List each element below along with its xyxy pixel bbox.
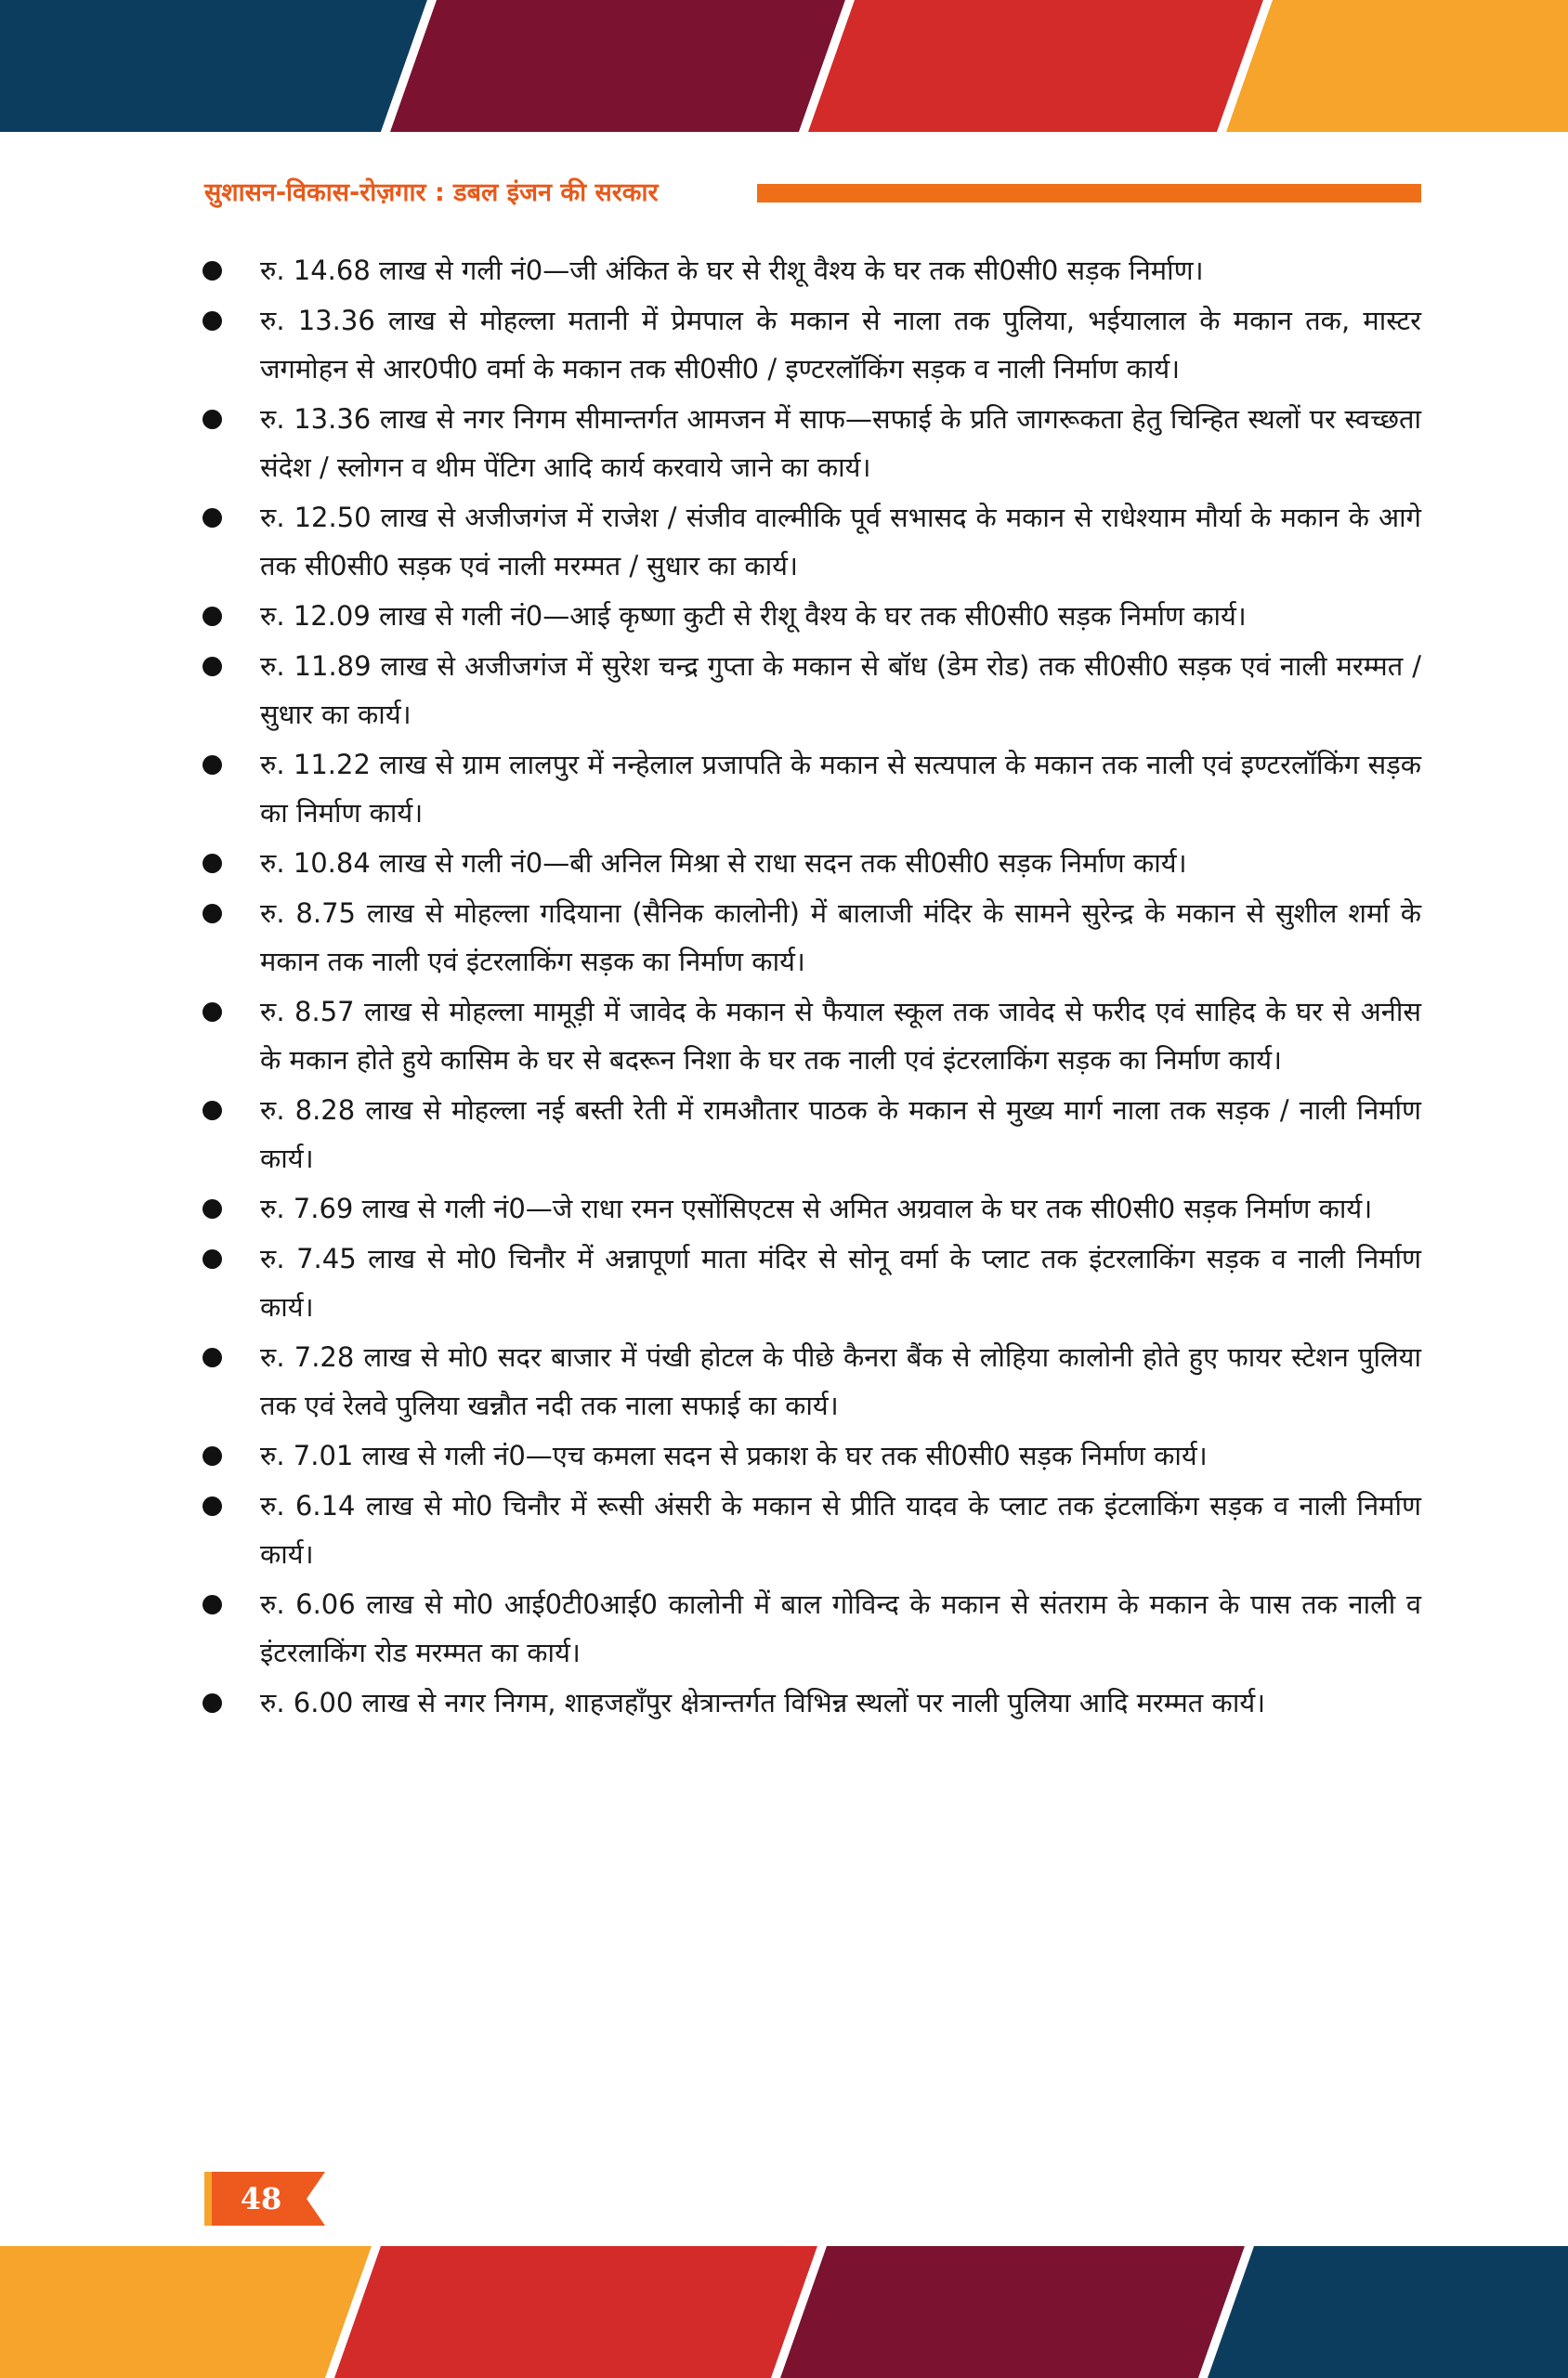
list-item (195, 592, 1421, 640)
list-item-text: रु. 8.28 लाख से मोहल्ला नई बस्ती रेती में रामऔतार पाठक के मकान से मुख्य मार्ग नाला तक सड़क / नाली निर्माण कार्य। (260, 1094, 1421, 1174)
list-item-text: रु. 12.50 लाख से अजीजगंज में राजेश / संजीव वाल्मीकि पूर्व सभासद के मकान से राधेश्याम मौर्या के मकान के आगे तक सी0सी0 सड़क एवं नाली मरम्मत / सुधार का कार्य। (260, 502, 1421, 581)
bullet-icon (203, 1101, 222, 1120)
bullet-icon (203, 1595, 222, 1614)
top-decorative-band (0, 0, 1568, 132)
list-item-text: रु. 10.84 लाख से गली नं0—बी अनिल मिश्रा से राधा सदन तक सी0सी0 सड़क निर्माण कार्य। (260, 847, 1187, 879)
list-item-text: रु. 14.68 लाख से गली नं0—जी अंकित के घर से रीशू वैश्य के घर तक सी0सी0 सड़क निर्माण। (260, 255, 1204, 286)
list-item-text: रु. 6.06 लाख से मो0 आई0टी0आई0 कालोनी में बाल गोविन्द के मकान से संतराम के मकान के पास तक नाली व इंटरलाकिंग रोड मरम्मत का कार्य। (260, 1588, 1421, 1668)
list-item (195, 246, 1421, 294)
list-item (195, 1679, 1421, 1727)
bullet-icon (203, 508, 222, 528)
list-item-text: रु. 7.69 लाख से गली नं0—जे राधा रमन एसोंसिएटस से अमित अग्रवाल के घर तक सी0सी0 सड़क निर्माण कार्य। (260, 1193, 1373, 1224)
bullet-icon (203, 410, 222, 429)
list-item-text: रु. 12.09 लाख से गली नं0—आई कृष्णा कुटी से रीशू वैश्य के घर तक सी0सी0 सड़क निर्माण कार्य। (260, 600, 1247, 632)
list-item (195, 740, 1421, 837)
list-item (195, 839, 1421, 887)
list-item (195, 296, 1421, 393)
bullet-icon (203, 657, 222, 676)
list-item-text: रु. 11.22 लाख से ग्राम लालपुर में नन्हेलाल प्रजापति के मकान से सत्यपाल के मकान तक नाली एवं इण्टरलॉकिंग सड़क का निर्माण कार्य। (260, 749, 1421, 829)
page-number: 48 (240, 2181, 282, 2216)
list-item-text: रु. 8.57 लाख से मोहल्ला मामूड़ी में जावेद के मकान से फैयाल स्कूल तक जावेद से फरीद एवं साहिद के घर से अनीस के मकान होते हुये कासिम के घर से बदरून निशा के घर तक नाली एवं इंटरलाकिंग सड़क का निर्माण कार्य। (260, 996, 1421, 1076)
bullet-icon (203, 1249, 222, 1269)
bullet-icon (203, 755, 222, 775)
list-item-text: रु. 7.28 लाख से मो0 सदर बाजार में पंखी होटल के पीछे कैनरा बैंक से लोहिया कालोनी होते हुए फायर स्टेशन पुलिया तक एवं रेलवे पुलिया खन्नौत नदी तक नाला सफाई का कार्य। (260, 1341, 1421, 1421)
list-item (195, 1580, 1421, 1677)
bullet-icon (203, 1496, 222, 1516)
bullet-icon (203, 1002, 222, 1022)
list-item-text: रु. 6.00 लाख से नगर निगम, शाहजहाँपुर क्षेत्रान्तर्गत विभिन्न स्थलों पर नाली पुलिया आदि मरम्मत कार्य। (260, 1687, 1266, 1718)
bullet-icon (203, 311, 222, 331)
bullet-icon (203, 261, 222, 281)
bullet-icon (203, 1348, 222, 1367)
page-number-tab (204, 2172, 325, 2226)
list-item (195, 1431, 1421, 1480)
list-item (195, 987, 1421, 1084)
page-header (204, 175, 1421, 212)
list-item-text: रु. 6.14 लाख से मो0 चिनौर में रूसी अंसरी के मकान से प्रीति यादव के प्लाट तक इंटलाकिंग सड़क व नाली निर्माण कार्य। (260, 1490, 1421, 1570)
project-list (195, 246, 1421, 1729)
list-item (195, 395, 1421, 491)
bullet-icon (203, 1199, 222, 1219)
list-item-text: रु. 7.01 लाख से गली नं0—एच कमला सदन से प्रकाश के घर तक सी0सी0 सड़क निर्माण कार्य। (260, 1440, 1208, 1471)
header-title: सुशासन-विकास-रोज़गार : डबल इंजन की सरकार (204, 178, 659, 207)
list-item-text: रु. 13.36 लाख से मोहल्ला मतानी में प्रेमपाल के मकान से नाला तक पुलिया, भईयालाल के मकान तक, मास्टर जगमोहन से आर0पी0 वर्मा के मकान तक सी0सी0 / इण्टरलॉकिंग सड़क व नाली निर्माण कार्य। (260, 305, 1421, 385)
bullet-icon (203, 607, 222, 626)
list-item (195, 493, 1421, 590)
bullet-icon (203, 1446, 222, 1466)
bullet-icon (203, 904, 222, 923)
list-item (195, 642, 1421, 738)
bullet-icon (203, 854, 222, 873)
list-item (195, 1184, 1421, 1233)
bullet-icon (203, 1693, 222, 1713)
list-item-text: रु. 13.36 लाख से नगर निगम सीमान्तर्गत आमजन में साफ—सफाई के प्रति जागरूकता हेतु चिन्हित स्थलों पर स्वच्छता संदेश / स्लोगन व थीम पेंटिग आदि कार्य करवाये जाने का कार्य। (260, 403, 1421, 483)
list-item (195, 1086, 1421, 1182)
list-item-text: रु. 8.75 लाख से मोहल्ला गदियाना (सैनिक कालोनी) में बालाजी मंदिर के सामने सुरेन्द्र के मकान से सुशील शर्मा के मकान तक नाली एवं इंटरलाकिंग सड़क का निर्माण कार्य। (260, 897, 1421, 977)
list-item (195, 889, 1421, 986)
list-item (195, 1333, 1421, 1430)
list-item-text: रु. 11.89 लाख से अजीजगंज में सुरेश चन्द्र गुप्ता के मकान से बॉध (डेम रोड) तक सी0सी0 सड़क एवं नाली मरम्मत / सुधार का कार्य। (260, 650, 1421, 730)
bottom-decorative-band (0, 2246, 1568, 2378)
list-item (195, 1235, 1421, 1331)
list-item-text: रु. 7.45 लाख से मो0 चिनौर में अन्नापूर्णा माता मंदिर से सोनू वर्मा के प्लाट तक इंटरलाकिंग सड़क व नाली निर्माण कार्य। (260, 1243, 1421, 1323)
list-item (195, 1482, 1421, 1578)
header-rule (757, 184, 1421, 203)
